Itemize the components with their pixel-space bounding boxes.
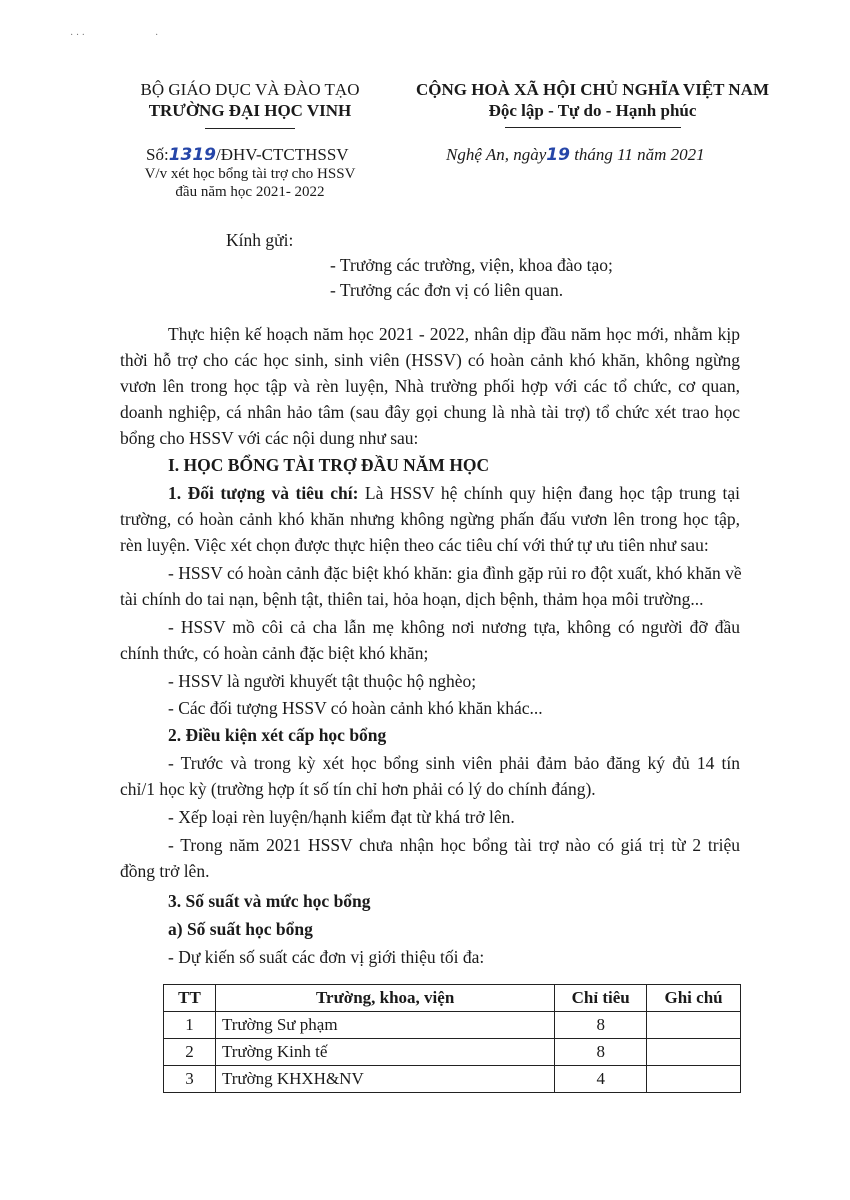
table-row xyxy=(164,1039,741,1066)
cell-quota: 8 xyxy=(555,1039,647,1066)
criteria-item: chính thức, có hoàn cảnh đặc biệt khó khăn; xyxy=(120,643,429,663)
intro-line: Thực hiện kế hoạch năm học 2021 - 2022, nhân dịp đầu năm học mới, nhằm kịp xyxy=(168,324,740,344)
criteria-item: - HSSV là người khuyết tật thuộc hộ nghèo; xyxy=(168,671,477,691)
table-row xyxy=(164,1012,741,1039)
cell-unit: Trường Kinh tế xyxy=(215,1039,554,1066)
cell-unit: Trường KHXH&NV xyxy=(215,1066,554,1093)
intro-line: thời hỗ trợ cho các học sinh, sinh viên (HSSV) có hoàn cảnh khó khăn, không ngừng xyxy=(120,350,740,370)
recipient-item: - Trưởng các đơn vị có liên quan. xyxy=(330,280,564,300)
quota-table xyxy=(163,984,741,1093)
cell-tt: 2 xyxy=(164,1039,216,1066)
criteria-item: - Các đối tượng HSSV có hoàn cảnh khó khăn khác... xyxy=(168,698,543,718)
criteria-item: tài chính do tai nạn, bệnh tật, thiên tai, hỏa hoạn, dịch bệnh, thảm họa môi trường... xyxy=(120,589,704,609)
cell-quota: 8 xyxy=(555,1012,647,1039)
subject-line-2: đầu năm học 2021- 2022 xyxy=(175,184,325,200)
subsection-text: Là HSSV hệ chính quy hiện đang học tập trung tại xyxy=(358,483,740,503)
motto-underline xyxy=(505,127,681,128)
date-day-handwritten: 19 xyxy=(546,145,570,165)
condition-item: chỉ/1 học kỳ (trường hợp ít số tín chỉ hơn phải có lý do chính đáng). xyxy=(120,779,596,799)
subsection-title: a) Số suất học bổng xyxy=(168,919,313,939)
cell-note xyxy=(647,1012,741,1039)
condition-item: - Trước và trong kỳ xét học bổng sinh viên phải đảm bảo đăng ký đủ 14 tín xyxy=(168,753,740,773)
country-name: CỘNG HOÀ XÃ HỘI CHỦ NGHĨA VIỆT NAM xyxy=(415,80,770,99)
criteria-item: - HSSV mồ côi cả cha lẫn mẹ không nơi nương tựa, không có người đỡ đầu xyxy=(168,617,740,637)
subsection-title: 3. Số suất và mức học bổng xyxy=(168,891,371,911)
table-row xyxy=(164,1066,741,1093)
condition-item: đồng trở lên. xyxy=(120,861,210,881)
intro-line: doanh nghiệp, cá nhân hảo tâm (sau đây gọi chung là nhà tài trợ) tổ chức xét trao học xyxy=(120,402,740,422)
university-name: TRƯỜNG ĐẠI HỌC VINH xyxy=(148,101,352,120)
recipient-item: - Trưởng các trường, viện, khoa đào tạo; xyxy=(330,255,613,275)
condition-item: - Xếp loại rèn luyện/hạnh kiểm đạt từ khá trở lên. xyxy=(168,807,515,827)
header-divider xyxy=(205,128,295,129)
cell-tt: 1 xyxy=(164,1012,216,1039)
column-header-tt: TT xyxy=(164,985,216,1012)
scan-mark: · xyxy=(155,30,159,41)
cell-tt: 3 xyxy=(164,1066,216,1093)
section-heading: I. HỌC BỔNG TÀI TRỢ ĐẦU NĂM HỌC xyxy=(168,455,490,475)
motto: Độc lập - Tự do - Hạnh phúc xyxy=(488,101,697,120)
criteria-item: - HSSV có hoàn cảnh đặc biệt khó khăn: gia đình gặp rủi ro đột xuất, khó khăn về xyxy=(168,563,742,583)
table-header-row xyxy=(164,985,741,1012)
document-date xyxy=(446,145,705,165)
column-header-note: Ghi chú xyxy=(647,985,741,1012)
recipients-label: Kính gửi: xyxy=(226,230,294,250)
number-suffix: /ĐHV-CTCTHSSV xyxy=(216,145,349,164)
number-prefix: Số: xyxy=(146,145,169,164)
scan-mark: · · · xyxy=(70,30,85,41)
date-prefix: Nghệ An, ngày xyxy=(446,145,547,164)
intro-line: vươn lên trong học tập và rèn luyện, Nhà trường phối hợp với các tổ chức, cơ quan, xyxy=(120,376,740,396)
cell-note xyxy=(647,1066,741,1093)
intro-line: bổng cho HSSV với các nội dung như sau: xyxy=(120,428,419,448)
subsection-title: 2. Điều kiện xét cấp học bổng xyxy=(168,725,387,745)
date-suffix: tháng 11 năm 2021 xyxy=(569,145,705,164)
quota-intro: - Dự kiến số suất các đơn vị giới thiệu tối đa: xyxy=(168,947,485,967)
condition-item: - Trong năm 2021 HSSV chưa nhận học bổng tài trợ nào có giá trị từ 2 triệu xyxy=(168,835,740,855)
subsection-title: 1. Đối tượng và tiêu chí: xyxy=(168,483,359,503)
document-number xyxy=(146,145,349,165)
cell-note xyxy=(647,1039,741,1066)
cell-unit: Trường Sư phạm xyxy=(215,1012,554,1039)
column-header-quota: Chỉ tiêu xyxy=(555,985,647,1012)
number-handwritten: 1319 xyxy=(168,145,217,165)
ministry-name: BỘ GIÁO DỤC VÀ ĐÀO TẠO xyxy=(140,80,360,99)
column-header-unit: Trường, khoa, viện xyxy=(215,985,554,1012)
criteria-intro-line: rèn luyện. Việc xét chọn được thực hiện theo các tiêu chí với thứ tự ưu tiên như sau: xyxy=(120,535,709,555)
criteria-intro-line xyxy=(168,480,740,507)
criteria-intro-line: trường, có hoàn cảnh khó khăn nhưng không ngừng phấn đấu vươn lên trong học tập, xyxy=(120,509,740,529)
cell-quota: 4 xyxy=(555,1066,647,1093)
subject-line-1: V/v xét học bổng tài trợ cho HSSV xyxy=(144,166,356,182)
